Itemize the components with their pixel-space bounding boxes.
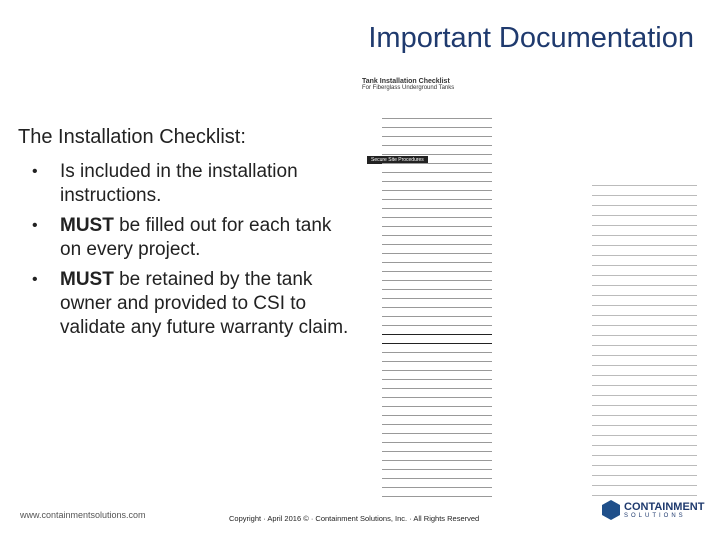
form-line	[382, 316, 492, 317]
form-line	[382, 424, 492, 425]
bullet-item	[30, 214, 350, 262]
checklist-page-2	[592, 185, 702, 505]
form-line	[382, 442, 492, 443]
form-line	[382, 190, 492, 191]
subtitle: The Installation Checklist:	[18, 126, 246, 148]
checklist-heading: Tank Installation Checklist	[362, 78, 450, 85]
bullet-text: be retained by the tank owner and provided to CSI to validate any future warranty claim.	[60, 269, 349, 338]
form-line	[592, 415, 697, 416]
form-line	[382, 172, 492, 173]
bullet-list	[30, 160, 350, 346]
form-line	[382, 487, 492, 488]
form-line	[592, 365, 697, 366]
form-line	[382, 181, 492, 182]
form-line	[382, 244, 492, 245]
form-line	[592, 265, 697, 266]
form-line	[382, 199, 492, 200]
form-line	[382, 361, 492, 362]
form-line	[592, 235, 697, 236]
form-line	[382, 388, 492, 389]
logo-hex-icon	[602, 500, 620, 520]
form-line	[592, 295, 697, 296]
form-line	[382, 127, 492, 128]
form-line	[382, 433, 492, 434]
bullet-item	[30, 268, 350, 340]
bullet-bold: MUST	[60, 269, 114, 290]
form-line	[592, 245, 697, 246]
form-line	[382, 370, 492, 371]
form-line	[592, 355, 697, 356]
form-line	[382, 280, 492, 281]
form-line	[592, 465, 697, 466]
bullet-item	[30, 160, 350, 208]
form-line	[382, 478, 492, 479]
form-line	[382, 352, 492, 353]
form-line	[592, 485, 697, 486]
form-line	[592, 495, 697, 496]
copyright: Copyright · April 2016 © · Containment Solutions, Inc. · All Rights Reserved	[229, 514, 480, 523]
form-line	[592, 405, 697, 406]
footer-url[interactable]: www.containmentsolutions.com	[20, 510, 146, 520]
form-line	[592, 255, 697, 256]
form-line	[382, 496, 492, 497]
form-line	[382, 379, 492, 380]
form-line	[382, 118, 492, 119]
form-line	[382, 451, 492, 452]
form-line	[382, 271, 492, 272]
checklist-subheading: For Fiberglass Underground Tanks	[362, 85, 455, 91]
form-line	[382, 154, 492, 155]
form-line	[382, 334, 492, 335]
form-line	[382, 406, 492, 407]
form-line	[592, 375, 697, 376]
company-logo	[602, 500, 704, 520]
form-line	[592, 335, 697, 336]
form-line	[382, 208, 492, 209]
form-line	[592, 475, 697, 476]
form-line	[592, 225, 697, 226]
bullet-bold: MUST	[60, 215, 114, 236]
form-line	[382, 325, 492, 326]
form-line	[592, 455, 697, 456]
form-line	[382, 145, 492, 146]
form-line	[592, 385, 697, 386]
form-line	[592, 185, 697, 186]
form-line	[382, 253, 492, 254]
form-line	[382, 235, 492, 236]
form-line	[382, 298, 492, 299]
logo-subtext: SOLUTIONS	[624, 512, 686, 519]
form-line	[592, 205, 697, 206]
form-line	[382, 217, 492, 218]
form-line	[382, 469, 492, 470]
form-line	[592, 285, 697, 286]
logo-text: CONTAINMENT	[624, 500, 705, 513]
form-line	[382, 226, 492, 227]
form-line	[592, 315, 697, 316]
form-line	[382, 136, 492, 137]
form-line	[382, 460, 492, 461]
form-line	[592, 445, 697, 446]
form-line	[382, 262, 492, 263]
form-line	[592, 275, 697, 276]
checklist-section: Secure Site Procedures	[367, 156, 428, 164]
slide-title: Important Documentation	[368, 22, 694, 54]
checklist-image	[362, 78, 587, 508]
form-line	[382, 163, 492, 164]
form-line	[592, 345, 697, 346]
form-line	[382, 397, 492, 398]
form-line	[382, 307, 492, 308]
form-line	[592, 215, 697, 216]
form-line	[382, 415, 492, 416]
form-line	[592, 305, 697, 306]
form-line	[382, 343, 492, 344]
form-line	[592, 395, 697, 396]
form-line	[592, 435, 697, 436]
form-line	[592, 425, 697, 426]
form-line	[382, 289, 492, 290]
bullet-text: be filled out for each tank on every project.	[60, 215, 332, 260]
form-line	[592, 325, 697, 326]
form-line	[592, 195, 697, 196]
bullet-text: Is included in the installation instructions.	[60, 161, 298, 206]
